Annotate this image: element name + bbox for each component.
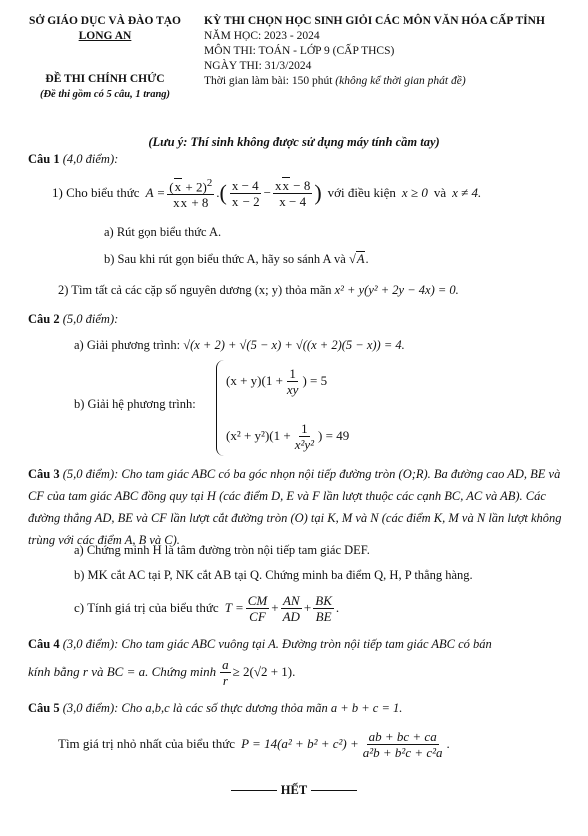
q1-p2 (58, 282, 459, 298)
department-name: SỞ GIÁO DỤC VÀ ĐÀO TẠO (29, 15, 181, 27)
q2-b: b) Giải hệ phương trình: (74, 397, 196, 411)
q4-line2 (28, 654, 295, 690)
end-rule-left (231, 790, 277, 791)
sys2-left: (x² + y²)(1 + (226, 428, 291, 443)
official-exam-label: ĐỀ THI CHÍNH CHỨC (45, 73, 165, 85)
q1-b: b) Sau khi rút gọn biểu thức A, hãy so sánh A và √A. (104, 252, 369, 266)
sys1-den: xy (286, 381, 299, 397)
q4-text2: kính bằng r và BC = a. Chứng minh (28, 664, 217, 679)
q2-points: (5,0 điểm): (62, 312, 119, 326)
q3-text: (5,0 điểm): Cho tam giác ABC có ba góc nhọn nội tiếp đường tròn (O;R). Ba đường cao AD, BE và CF của tam giác ABC đồng quy tại H (các điểm D, E và F lần lượt thuộc các cạnh BC, AC và AB). Các đường thẳng AD, BE và CF lần lượt cắt đường tròn (O) tại K, M và N (các điểm K, M và N lần lượt không trùng với các điểm A, B và C). (28, 467, 562, 547)
q4-den: r (222, 672, 228, 688)
sys1-right: ) = 5 (302, 373, 328, 388)
q4-title: Câu 4 (28, 637, 60, 651)
q4-text: (3,0 điểm): Cho tam giác ABC vuông tại A. Đường tròn nội tiếp tam giác ABC có bán (62, 637, 492, 651)
q2-heading (28, 311, 118, 327)
plus2: + (303, 600, 312, 615)
frac3-num: BK (315, 592, 332, 608)
system-eq2 (226, 418, 349, 454)
duration-text: Thời gian làm bài: 150 phút (204, 75, 333, 87)
q5-text: (3,0 điểm): Cho a,b,c là các số thực dương thỏa mãn a + b + c = 1. (62, 701, 403, 715)
end-marker (0, 782, 588, 798)
q4-line1 (28, 636, 492, 652)
sys1-left: (x + y)(1 + (226, 373, 283, 388)
q1-a: a) Rút gọn biểu thức A. (104, 225, 222, 239)
q3-c-T: T = (224, 600, 244, 615)
q3-c: c) Tính giá trị của biểu thức T = $\frac{CM}{CF}$ + $\frac{AN}{AD}$ + $\frac{BK}{BE}$ . (74, 592, 340, 624)
q5-find: Tìm giá trị nhỏ nhất của biểu thức (58, 736, 236, 751)
calculator-note: (Lưu ý: Thí sinh không được sử dụng máy tính cầm tay) (148, 135, 440, 149)
q5-line2: Tìm giá trị nhỏ nhất của biểu thức P = 14(a² + b² + c²) + $\frac{ab + bc + ca}{\text{a²b + b²c + c²a}}$ . (58, 728, 450, 760)
duration-note: (không kể thời gian phát đề) (335, 75, 466, 87)
plus1: + (271, 600, 279, 615)
q5-den: a²b + b²c + c²a (362, 744, 443, 760)
q2-a (74, 337, 405, 353)
expr-frac2: $\frac{x - 4}{x - 2}$ (231, 177, 260, 209)
cond-and: và (433, 185, 447, 200)
q5-line1 (28, 700, 402, 716)
expr-A: A = (145, 185, 166, 200)
frac3-den: BE (315, 608, 332, 624)
q3-a: a) Chứng minh H là tâm đường tròn nội tiếp tam giác DEF. (74, 543, 370, 557)
expr-frac3: $\frac{xx - 8}{x - 4}$ (275, 177, 311, 209)
q2-a-text: a) Giải phương trình: (74, 338, 181, 352)
sys2-den: x²y² (294, 436, 315, 452)
q5-P-left: P = 14(a² + b² + c²) + (241, 736, 359, 751)
q5-num: ab + bc + ca (368, 728, 437, 744)
end-rule-right (311, 790, 357, 791)
q4-ineq: ≥ 2(√2 + 1). (232, 664, 296, 679)
subject: MÔN THI: TOÁN - LỚP 9 (CẤP THCS) (204, 45, 395, 57)
q1-p2-text: 2) Tìm tất cả các cặp số nguyên dương (x; y) thỏa mãn (58, 283, 332, 297)
q2-a-eq: √(x + 2) + √(5 − x) + √((x + 2)(5 − x)) = 4. (183, 338, 405, 352)
q1-expression-line: 1) Cho biểu thức A = $\frac{(x + 2)^2}{xx + 8}$ . ( $\frac{x - 4}{x - 2}$ − $\frac{xx - 8}{x - 4}$ ) với điều kiện x ≥ 0 và x ≠ 4. (52, 176, 482, 211)
frac2-den: AD (282, 608, 300, 624)
frac1-den: CF (249, 608, 266, 624)
system-eq1 (226, 364, 327, 398)
exam-title: KỲ THI CHỌN HỌC SINH GIỎI CÁC MÔN VĂN HÓA CẤP TỈNH (204, 15, 545, 27)
exam-header-right (204, 14, 584, 89)
expr-frac1: $\frac{(x + 2)^2}{xx + 8}$ (169, 176, 213, 211)
q3-b: b) MK cắt AC tại P, NK cắt AB tại Q. Chứng minh ba điểm Q, H, P thẳng hàng. (74, 568, 473, 582)
q1-p1-prefix: 1) Cho biểu thức (52, 185, 140, 200)
q1-p2-eq: x² + y(y² + 2y − 4x) = 0. (334, 283, 459, 297)
q3-c-text: c) Tính giá trị của biểu thức (74, 600, 219, 615)
q1-b-text: b) Sau khi rút gọn biểu thức A, hãy so sánh A và (104, 252, 346, 266)
q1-points: (4,0 điểm): (62, 152, 119, 166)
school-year: NĂM HỌC: 2023 - 2024 (204, 30, 320, 42)
q4-num: a (222, 656, 229, 672)
q1-heading (28, 151, 118, 167)
frac1-num: CM (247, 592, 268, 608)
q1-p1-suffix: với điều kiện (327, 185, 396, 200)
q5-title: Câu 5 (28, 701, 60, 715)
sys1-num: 1 (289, 365, 296, 381)
sys2-num: 1 (301, 420, 308, 436)
exam-pages-note: (Đề thi gồm có 5 câu, 1 trang) (39, 89, 171, 100)
province-name: LONG AN (78, 30, 132, 42)
frac2-num: AN (282, 592, 300, 608)
q1-title: Câu 1 (28, 152, 60, 166)
sys2-right: ) = 49 (318, 428, 350, 443)
exam-date: NGÀY THI: 31/3/2024 (204, 60, 312, 72)
end-text: HẾT (280, 783, 308, 797)
cond1: x ≥ 0 (401, 185, 428, 200)
q3-title: Câu 3 (28, 467, 60, 481)
q2-title: Câu 2 (28, 312, 60, 326)
cond2: x ≠ 4. (452, 185, 482, 200)
q3-statement (28, 463, 566, 551)
exam-duration (204, 74, 584, 89)
